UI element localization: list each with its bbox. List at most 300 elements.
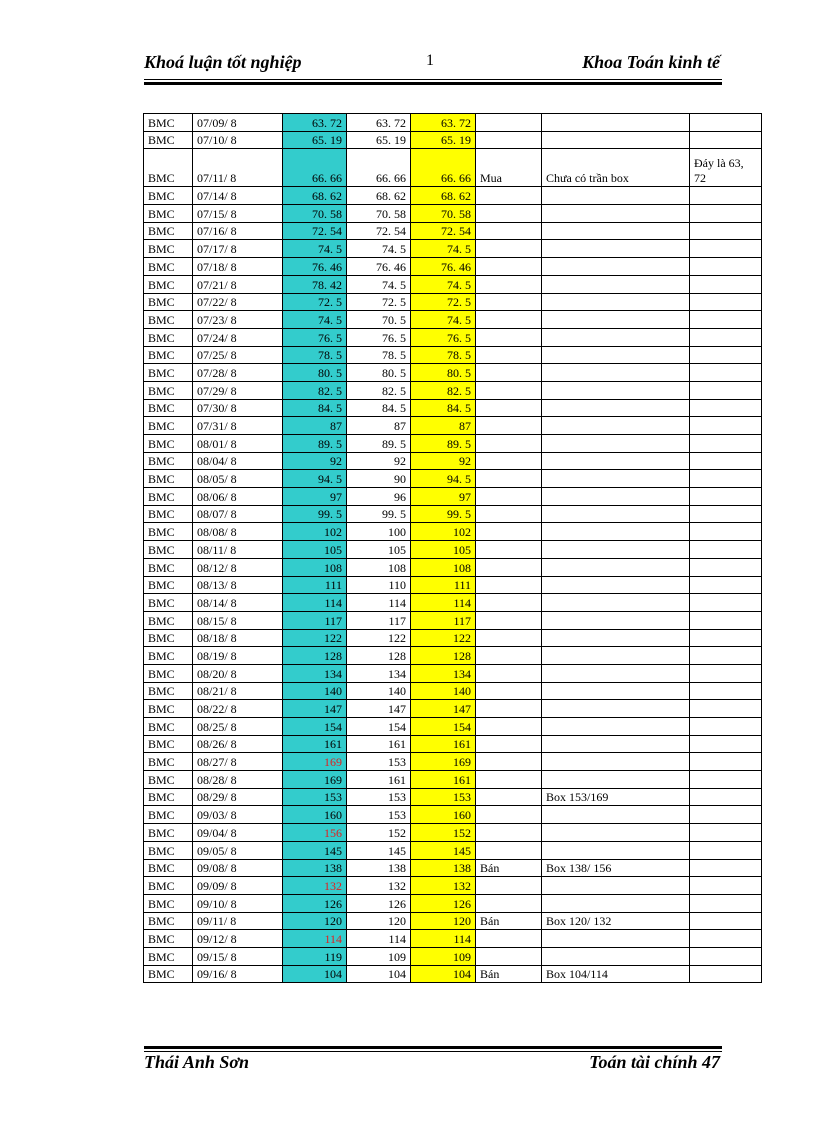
- ticker-cell: BMC: [144, 877, 193, 895]
- table-row: [144, 187, 762, 205]
- date-cell: 08/21/ 8: [193, 682, 283, 700]
- close-cell: 134: [347, 664, 411, 682]
- value-cell: 132: [411, 877, 476, 895]
- ticker-cell: BMC: [144, 364, 193, 382]
- date-cell: 09/04/ 8: [193, 824, 283, 842]
- table-row: [144, 841, 762, 859]
- date-cell: 08/26/ 8: [193, 735, 283, 753]
- signal-cell: [476, 788, 542, 806]
- box-cell: [542, 594, 690, 612]
- value-cell: 161: [411, 771, 476, 789]
- box-cell: [542, 205, 690, 223]
- table-row: [144, 470, 762, 488]
- price-cell: 114: [283, 930, 347, 948]
- note-cell: [690, 187, 762, 205]
- value-cell: 65. 19: [411, 131, 476, 149]
- note-cell: [690, 205, 762, 223]
- signal-cell: [476, 523, 542, 541]
- signal-cell: [476, 629, 542, 647]
- note-cell: [690, 877, 762, 895]
- close-cell: 114: [347, 594, 411, 612]
- close-cell: 82. 5: [347, 381, 411, 399]
- close-cell: 153: [347, 806, 411, 824]
- close-cell: 120: [347, 912, 411, 930]
- close-cell: 84. 5: [347, 399, 411, 417]
- table-row: [144, 488, 762, 506]
- table-row: [144, 505, 762, 523]
- signal-cell: [476, 824, 542, 842]
- value-cell: 105: [411, 541, 476, 559]
- price-cell: 66. 66: [283, 149, 347, 187]
- value-cell: 104: [411, 965, 476, 983]
- date-cell: 09/15/ 8: [193, 947, 283, 965]
- page-header: [144, 50, 720, 78]
- price-cell: 89. 5: [283, 435, 347, 453]
- date-cell: 09/08/ 8: [193, 859, 283, 877]
- value-cell: 140: [411, 682, 476, 700]
- table-row: [144, 664, 762, 682]
- value-cell: 108: [411, 558, 476, 576]
- ticker-cell: BMC: [144, 417, 193, 435]
- price-cell: 78. 5: [283, 346, 347, 364]
- close-cell: 90: [347, 470, 411, 488]
- box-cell: Box 153/169: [542, 788, 690, 806]
- value-cell: 152: [411, 824, 476, 842]
- ticker-cell: BMC: [144, 912, 193, 930]
- close-cell: 153: [347, 788, 411, 806]
- ticker-cell: BMC: [144, 629, 193, 647]
- note-cell: [690, 824, 762, 842]
- price-cell: 72. 5: [283, 293, 347, 311]
- signal-cell: [476, 187, 542, 205]
- price-cell: 74. 5: [283, 311, 347, 329]
- close-cell: 89. 5: [347, 435, 411, 453]
- date-cell: 08/20/ 8: [193, 664, 283, 682]
- value-cell: 82. 5: [411, 381, 476, 399]
- ticker-cell: BMC: [144, 149, 193, 187]
- ticker-cell: BMC: [144, 311, 193, 329]
- box-cell: [542, 275, 690, 293]
- value-cell: 169: [411, 753, 476, 771]
- date-cell: 08/14/ 8: [193, 594, 283, 612]
- signal-cell: [476, 205, 542, 223]
- date-cell: 07/21/ 8: [193, 275, 283, 293]
- close-cell: 74. 5: [347, 240, 411, 258]
- ticker-cell: BMC: [144, 824, 193, 842]
- date-cell: 08/28/ 8: [193, 771, 283, 789]
- table-row: [144, 275, 762, 293]
- value-cell: 160: [411, 806, 476, 824]
- value-cell: 74. 5: [411, 311, 476, 329]
- price-cell: 63. 72: [283, 114, 347, 132]
- footer-author: Thái Anh Sơn: [144, 1052, 250, 1072]
- signal-cell: Mua: [476, 149, 542, 187]
- date-cell: 08/19/ 8: [193, 647, 283, 665]
- signal-cell: [476, 346, 542, 364]
- price-cell: 76. 5: [283, 328, 347, 346]
- date-cell: 09/03/ 8: [193, 806, 283, 824]
- price-cell: 92: [283, 452, 347, 470]
- close-cell: 117: [347, 611, 411, 629]
- signal-cell: [476, 293, 542, 311]
- note-cell: [690, 470, 762, 488]
- date-cell: 09/05/ 8: [193, 841, 283, 859]
- price-cell: 80. 5: [283, 364, 347, 382]
- price-cell: 70. 58: [283, 205, 347, 223]
- table-row: [144, 930, 762, 948]
- table-row: [144, 417, 762, 435]
- date-cell: 07/14/ 8: [193, 187, 283, 205]
- box-cell: [542, 611, 690, 629]
- footer-course: Toán tài chính 47: [589, 1052, 720, 1072]
- price-cell: 84. 5: [283, 399, 347, 417]
- value-cell: 84. 5: [411, 399, 476, 417]
- table-row: [144, 399, 762, 417]
- box-cell: [542, 222, 690, 240]
- note-cell: [690, 912, 762, 930]
- signal-cell: [476, 364, 542, 382]
- table-row: [144, 523, 762, 541]
- ticker-cell: BMC: [144, 594, 193, 612]
- ticker-cell: BMC: [144, 205, 193, 223]
- table-row: [144, 771, 762, 789]
- note-cell: [690, 523, 762, 541]
- ticker-cell: BMC: [144, 523, 193, 541]
- box-cell: [542, 240, 690, 258]
- table-row: [144, 594, 762, 612]
- table-row: [144, 364, 762, 382]
- box-cell: [542, 364, 690, 382]
- date-cell: 08/04/ 8: [193, 452, 283, 470]
- value-cell: 76. 5: [411, 328, 476, 346]
- note-cell: [690, 488, 762, 506]
- value-cell: 109: [411, 947, 476, 965]
- ticker-cell: BMC: [144, 930, 193, 948]
- box-cell: [542, 114, 690, 132]
- ticker-cell: BMC: [144, 894, 193, 912]
- price-cell: 153: [283, 788, 347, 806]
- price-cell: 114: [283, 594, 347, 612]
- note-cell: [690, 328, 762, 346]
- note-cell: [690, 894, 762, 912]
- value-cell: 122: [411, 629, 476, 647]
- price-cell: 120: [283, 912, 347, 930]
- close-cell: 161: [347, 735, 411, 753]
- note-cell: [690, 131, 762, 149]
- table-row: [144, 558, 762, 576]
- note-cell: [690, 629, 762, 647]
- box-cell: [542, 930, 690, 948]
- signal-cell: [476, 611, 542, 629]
- price-cell: 154: [283, 718, 347, 736]
- signal-cell: Bán: [476, 859, 542, 877]
- value-cell: 94. 5: [411, 470, 476, 488]
- box-cell: [542, 824, 690, 842]
- value-cell: 89. 5: [411, 435, 476, 453]
- value-cell: 102: [411, 523, 476, 541]
- signal-cell: [476, 258, 542, 276]
- close-cell: 76. 46: [347, 258, 411, 276]
- ticker-cell: BMC: [144, 647, 193, 665]
- note-cell: [690, 541, 762, 559]
- signal-cell: [476, 700, 542, 718]
- signal-cell: [476, 131, 542, 149]
- box-cell: [542, 417, 690, 435]
- box-cell: [542, 877, 690, 895]
- price-cell: 76. 46: [283, 258, 347, 276]
- price-cell: 104: [283, 965, 347, 983]
- price-cell: 78. 42: [283, 275, 347, 293]
- close-cell: 138: [347, 859, 411, 877]
- table-row: [144, 114, 762, 132]
- value-cell: 147: [411, 700, 476, 718]
- date-cell: 07/10/ 8: [193, 131, 283, 149]
- close-cell: 145: [347, 841, 411, 859]
- note-cell: [690, 611, 762, 629]
- ticker-cell: BMC: [144, 664, 193, 682]
- date-cell: 08/25/ 8: [193, 718, 283, 736]
- signal-cell: [476, 594, 542, 612]
- box-cell: [542, 735, 690, 753]
- signal-cell: [476, 541, 542, 559]
- table-row: [144, 435, 762, 453]
- ticker-cell: BMC: [144, 258, 193, 276]
- box-cell: Box 138/ 156: [542, 859, 690, 877]
- price-cell: 160: [283, 806, 347, 824]
- date-cell: 07/24/ 8: [193, 328, 283, 346]
- note-cell: [690, 930, 762, 948]
- table-row: [144, 824, 762, 842]
- date-cell: 08/05/ 8: [193, 470, 283, 488]
- close-cell: 99. 5: [347, 505, 411, 523]
- table-row: [144, 131, 762, 149]
- note-cell: [690, 258, 762, 276]
- value-cell: 72. 5: [411, 293, 476, 311]
- signal-cell: [476, 505, 542, 523]
- value-cell: 117: [411, 611, 476, 629]
- note-cell: [690, 240, 762, 258]
- note-cell: [690, 594, 762, 612]
- close-cell: 147: [347, 700, 411, 718]
- price-cell: 169: [283, 771, 347, 789]
- close-cell: 65. 19: [347, 131, 411, 149]
- close-cell: 152: [347, 824, 411, 842]
- value-cell: 74. 5: [411, 240, 476, 258]
- signal-cell: Bán: [476, 912, 542, 930]
- ticker-cell: BMC: [144, 806, 193, 824]
- value-cell: 154: [411, 718, 476, 736]
- ticker-cell: BMC: [144, 114, 193, 132]
- note-cell: [690, 222, 762, 240]
- close-cell: 70. 58: [347, 205, 411, 223]
- signal-cell: [476, 771, 542, 789]
- date-cell: 07/30/ 8: [193, 399, 283, 417]
- price-cell: 108: [283, 558, 347, 576]
- table-row: [144, 947, 762, 965]
- box-cell: Box 104/114: [542, 965, 690, 983]
- ticker-cell: BMC: [144, 611, 193, 629]
- date-cell: 08/07/ 8: [193, 505, 283, 523]
- date-cell: 09/10/ 8: [193, 894, 283, 912]
- note-cell: [690, 293, 762, 311]
- signal-cell: [476, 240, 542, 258]
- header-rule-thin: [144, 79, 722, 80]
- price-cell: 74. 5: [283, 240, 347, 258]
- value-cell: 66. 66: [411, 149, 476, 187]
- box-cell: [542, 841, 690, 859]
- header-rule-thick: [144, 82, 722, 85]
- signal-cell: [476, 647, 542, 665]
- ticker-cell: BMC: [144, 965, 193, 983]
- box-cell: [542, 328, 690, 346]
- note-cell: [690, 753, 762, 771]
- ticker-cell: BMC: [144, 841, 193, 859]
- close-cell: 108: [347, 558, 411, 576]
- date-cell: 08/13/ 8: [193, 576, 283, 594]
- close-cell: 126: [347, 894, 411, 912]
- box-cell: [542, 576, 690, 594]
- signal-cell: [476, 558, 542, 576]
- value-cell: 145: [411, 841, 476, 859]
- date-cell: 08/27/ 8: [193, 753, 283, 771]
- value-cell: 114: [411, 594, 476, 612]
- ticker-cell: BMC: [144, 452, 193, 470]
- date-cell: 07/23/ 8: [193, 311, 283, 329]
- close-cell: 109: [347, 947, 411, 965]
- table-row: [144, 240, 762, 258]
- note-cell: [690, 788, 762, 806]
- box-cell: [542, 753, 690, 771]
- date-cell: 07/22/ 8: [193, 293, 283, 311]
- close-cell: 110: [347, 576, 411, 594]
- signal-cell: [476, 381, 542, 399]
- table-row: [144, 788, 762, 806]
- value-cell: 76. 46: [411, 258, 476, 276]
- table-row: [144, 912, 762, 930]
- value-cell: 80. 5: [411, 364, 476, 382]
- value-cell: 126: [411, 894, 476, 912]
- date-cell: 07/31/ 8: [193, 417, 283, 435]
- box-cell: [542, 682, 690, 700]
- box-cell: [542, 647, 690, 665]
- note-cell: [690, 452, 762, 470]
- date-cell: 08/15/ 8: [193, 611, 283, 629]
- close-cell: 92: [347, 452, 411, 470]
- price-cell: 99. 5: [283, 505, 347, 523]
- table-row: [144, 346, 762, 364]
- note-cell: [690, 417, 762, 435]
- signal-cell: [476, 806, 542, 824]
- value-cell: 63. 72: [411, 114, 476, 132]
- footer-rule-thick: [144, 1046, 722, 1049]
- box-cell: Chưa có trần box: [542, 149, 690, 187]
- date-cell: 07/29/ 8: [193, 381, 283, 399]
- close-cell: 154: [347, 718, 411, 736]
- signal-cell: [476, 664, 542, 682]
- note-cell: [690, 381, 762, 399]
- note-cell: [690, 859, 762, 877]
- close-cell: 153: [347, 753, 411, 771]
- date-cell: 08/01/ 8: [193, 435, 283, 453]
- ticker-cell: BMC: [144, 399, 193, 417]
- box-cell: [542, 346, 690, 364]
- table-row: [144, 682, 762, 700]
- close-cell: 68. 62: [347, 187, 411, 205]
- close-cell: 105: [347, 541, 411, 559]
- value-cell: 153: [411, 788, 476, 806]
- note-cell: [690, 364, 762, 382]
- ticker-cell: BMC: [144, 240, 193, 258]
- ticker-cell: BMC: [144, 788, 193, 806]
- date-cell: 07/17/ 8: [193, 240, 283, 258]
- price-cell: 169: [283, 753, 347, 771]
- signal-cell: [476, 877, 542, 895]
- box-cell: [542, 452, 690, 470]
- box-cell: [542, 505, 690, 523]
- note-cell: [690, 735, 762, 753]
- box-cell: [542, 470, 690, 488]
- price-cell: 140: [283, 682, 347, 700]
- note-cell: [690, 965, 762, 983]
- signal-cell: [476, 576, 542, 594]
- close-cell: 70. 5: [347, 311, 411, 329]
- table-row: [144, 894, 762, 912]
- price-cell: 102: [283, 523, 347, 541]
- header-thesis-title: Khoá luận tốt nghiệp: [144, 52, 302, 72]
- value-cell: 87: [411, 417, 476, 435]
- page-footer: [144, 1050, 720, 1078]
- ticker-cell: BMC: [144, 222, 193, 240]
- price-cell: 147: [283, 700, 347, 718]
- table-row: [144, 222, 762, 240]
- price-cell: 117: [283, 611, 347, 629]
- ticker-cell: BMC: [144, 293, 193, 311]
- value-cell: 74. 5: [411, 275, 476, 293]
- close-cell: 114: [347, 930, 411, 948]
- signal-cell: [476, 452, 542, 470]
- price-cell: 65. 19: [283, 131, 347, 149]
- price-cell: 128: [283, 647, 347, 665]
- signal-cell: [476, 275, 542, 293]
- ticker-cell: BMC: [144, 275, 193, 293]
- ticker-cell: BMC: [144, 541, 193, 559]
- date-cell: 08/29/ 8: [193, 788, 283, 806]
- note-cell: [690, 435, 762, 453]
- close-cell: 63. 72: [347, 114, 411, 132]
- note-cell: [690, 718, 762, 736]
- box-cell: [542, 381, 690, 399]
- signal-cell: [476, 894, 542, 912]
- date-cell: 08/08/ 8: [193, 523, 283, 541]
- box-cell: [542, 488, 690, 506]
- table-row: [144, 205, 762, 223]
- date-cell: 09/09/ 8: [193, 877, 283, 895]
- table-row: [144, 381, 762, 399]
- close-cell: 122: [347, 629, 411, 647]
- box-cell: [542, 806, 690, 824]
- date-cell: 07/11/ 8: [193, 149, 283, 187]
- price-cell: 72. 54: [283, 222, 347, 240]
- price-cell: 132: [283, 877, 347, 895]
- box-cell: [542, 894, 690, 912]
- header-page-number: 1: [426, 52, 434, 69]
- signal-cell: [476, 735, 542, 753]
- box-cell: [542, 311, 690, 329]
- header-faculty: Khoa Toán kinh tế: [582, 52, 720, 72]
- price-cell: 97: [283, 488, 347, 506]
- table-row: [144, 629, 762, 647]
- date-cell: 08/06/ 8: [193, 488, 283, 506]
